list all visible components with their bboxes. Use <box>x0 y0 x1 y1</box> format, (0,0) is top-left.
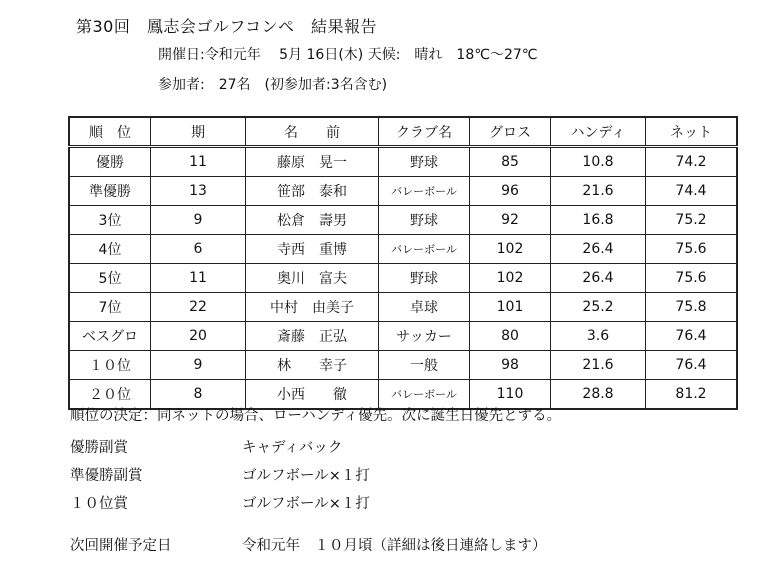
cell-club: 卓球 <box>379 293 470 322</box>
cell-net: 74.2 <box>646 147 738 177</box>
cell-name: 笹部 泰和 <box>246 177 379 206</box>
cell-club: 野球 <box>379 264 470 293</box>
cell-term: 8 <box>151 380 246 410</box>
table-row <box>69 293 737 322</box>
cell-rank: 優勝 <box>69 147 151 177</box>
cell-gross: 92 <box>470 206 551 235</box>
next-event-value: 令和元年 １０月頃（詳細は後日連絡します） <box>242 538 547 554</box>
event-info: 開催日:令和元年 5月 16日(木) 天候: 晴れ 18℃～27℃ <box>158 47 538 63</box>
results-table <box>68 116 738 410</box>
cell-term: 20 <box>151 322 246 351</box>
header-term: 期 <box>151 117 246 147</box>
prize-label: 優勝副賞 <box>70 440 128 456</box>
cell-net: 75.8 <box>646 293 738 322</box>
cell-club: バレーボール <box>379 177 470 206</box>
table-row <box>69 264 737 293</box>
table-row <box>69 351 737 380</box>
cell-net: 75.6 <box>646 264 738 293</box>
cell-net: 76.4 <box>646 351 738 380</box>
header-net: ネット <box>646 117 738 147</box>
cell-club: バレーボール <box>379 235 470 264</box>
cell-term: 9 <box>151 206 246 235</box>
table-header-row <box>69 117 737 147</box>
cell-net: 74.4 <box>646 177 738 206</box>
cell-rank: 4位 <box>69 235 151 264</box>
cell-term: 11 <box>151 264 246 293</box>
cell-name: 斎藤 正弘 <box>246 322 379 351</box>
next-event-label: 次回開催予定日 <box>70 538 172 554</box>
table-row <box>69 147 737 177</box>
participants-info: 参加者: 27名 (初参加者:3名含む) <box>158 77 388 93</box>
cell-rank: ベスグロ <box>69 322 151 351</box>
header-name: 名 前 <box>246 117 379 147</box>
cell-gross: 85 <box>470 147 551 177</box>
cell-handicap: 21.6 <box>551 351 646 380</box>
ranking-rule-note: 順位の決定：同ネットの場合、ローハンディ優先。次に誕生日優先とする。 <box>70 408 562 424</box>
cell-name: 小西 徹 <box>246 380 379 410</box>
cell-net: 76.4 <box>646 322 738 351</box>
cell-name: 藤原 晃一 <box>246 147 379 177</box>
prize-value: ゴルフボール×１打 <box>242 468 370 484</box>
cell-club: サッカー <box>379 322 470 351</box>
prize-value: キャディバック <box>242 440 343 456</box>
header-club: クラブ名 <box>379 117 470 147</box>
cell-term: 22 <box>151 293 246 322</box>
cell-handicap: 25.2 <box>551 293 646 322</box>
cell-name: 奥川 富夫 <box>246 264 379 293</box>
table-row <box>69 206 737 235</box>
cell-club: 野球 <box>379 147 470 177</box>
cell-rank: 5位 <box>69 264 151 293</box>
page-title: 第30回 鳳志会ゴルフコンペ 結果報告 <box>76 17 378 36</box>
cell-name: 林 幸子 <box>246 351 379 380</box>
cell-net: 75.2 <box>646 206 738 235</box>
prize-label: 準優勝副賞 <box>70 468 143 484</box>
cell-gross: 110 <box>470 380 551 410</box>
cell-net: 81.2 <box>646 380 738 410</box>
prize-value: ゴルフボール×１打 <box>242 496 370 512</box>
cell-term: 13 <box>151 177 246 206</box>
cell-rank: １０位 <box>69 351 151 380</box>
header-rank: 順 位 <box>69 117 151 147</box>
cell-gross: 98 <box>470 351 551 380</box>
header-handicap: ハンディ <box>551 117 646 147</box>
header-gross: グロス <box>470 117 551 147</box>
cell-handicap: 26.4 <box>551 264 646 293</box>
cell-name: 松倉 壽男 <box>246 206 379 235</box>
cell-name: 中村 由美子 <box>246 293 379 322</box>
cell-gross: 102 <box>470 264 551 293</box>
cell-rank: 7位 <box>69 293 151 322</box>
table-row <box>69 177 737 206</box>
table-row <box>69 235 737 264</box>
cell-club: 一般 <box>379 351 470 380</box>
table-row <box>69 322 737 351</box>
cell-handicap: 28.8 <box>551 380 646 410</box>
cell-club: バレーボール <box>379 380 470 410</box>
cell-gross: 102 <box>470 235 551 264</box>
cell-rank: ２０位 <box>69 380 151 410</box>
cell-gross: 96 <box>470 177 551 206</box>
cell-club: 野球 <box>379 206 470 235</box>
cell-handicap: 10.8 <box>551 147 646 177</box>
cell-term: 6 <box>151 235 246 264</box>
cell-handicap: 26.4 <box>551 235 646 264</box>
cell-gross: 101 <box>470 293 551 322</box>
cell-gross: 80 <box>470 322 551 351</box>
prize-label: １０位賞 <box>70 496 128 512</box>
cell-term: 11 <box>151 147 246 177</box>
cell-term: 9 <box>151 351 246 380</box>
cell-handicap: 16.8 <box>551 206 646 235</box>
cell-rank: 3位 <box>69 206 151 235</box>
cell-handicap: 3.6 <box>551 322 646 351</box>
cell-net: 75.6 <box>646 235 738 264</box>
cell-handicap: 21.6 <box>551 177 646 206</box>
cell-name: 寺西 重博 <box>246 235 379 264</box>
cell-rank: 準優勝 <box>69 177 151 206</box>
